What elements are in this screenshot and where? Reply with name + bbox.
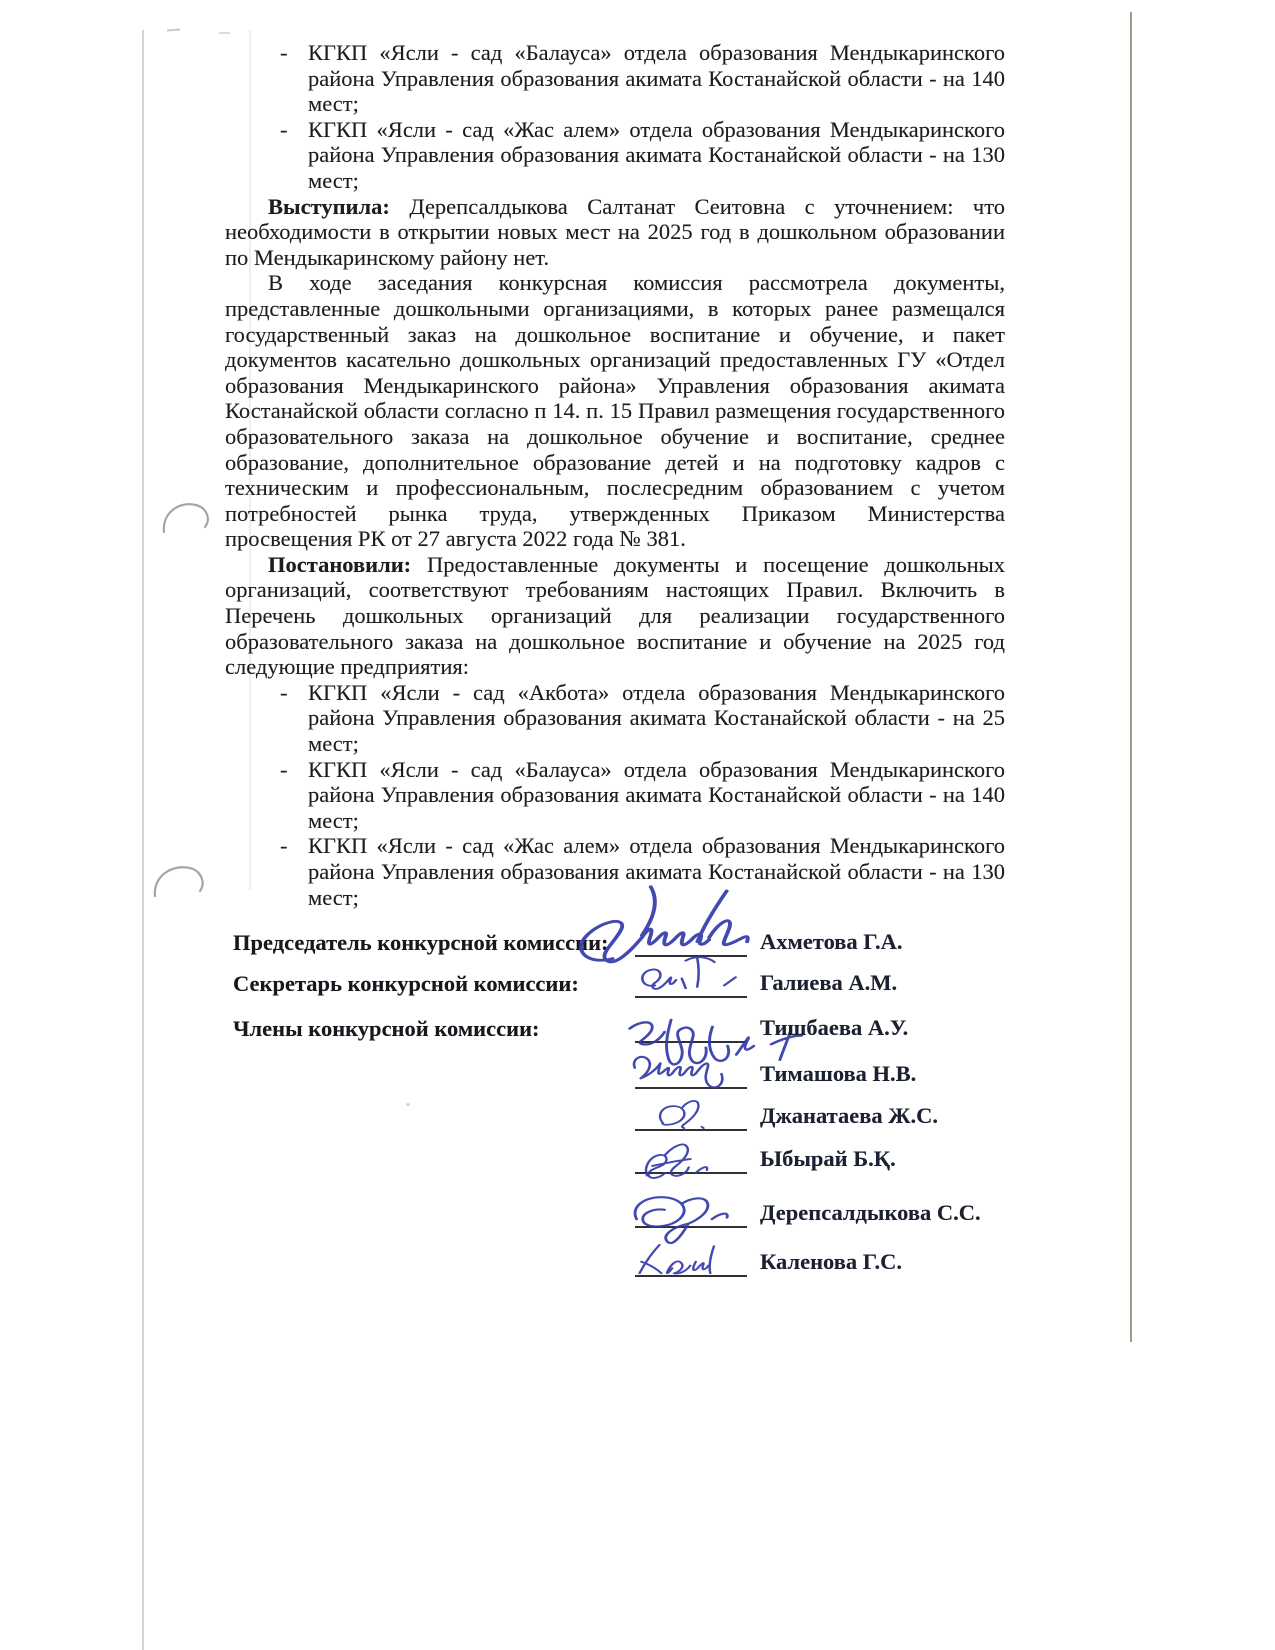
paragraph: Выступила: Дерепсалдыкова Салтанат Сеитовна с уточнением: что необходимости в открытии новых мест на 2025 год в дошкольном образовании по Мендыкаринскому району нет. bbox=[225, 193, 1005, 270]
signature-row bbox=[233, 1144, 1023, 1174]
list-item-text: КГКП «Ясли - сад «Акбота» отдела образования Мендыкаринского района Управления образования акимата Костанайской области - на 25 мест; bbox=[308, 679, 1005, 757]
list-item-text: КГКП «Ясли - сад «Жас алем» отдела образования Мендыкаринского района Управления образования акимата Костанайской области - на 130 мест; bbox=[308, 833, 1005, 910]
handwritten-signature bbox=[625, 1223, 743, 1281]
list-dash-marker: - bbox=[280, 833, 288, 859]
list-item-text: КГКП «Ясли - сад «Жас алем» отдела образования Мендыкаринского района Управления образования акимата Костанайской области - на 130 мест; bbox=[308, 116, 1005, 193]
list-dash-marker: - bbox=[280, 679, 288, 705]
signature-row bbox=[233, 1247, 1023, 1277]
document-body bbox=[225, 40, 1005, 910]
signature-role-label: Председатель конкурсной комиссии: bbox=[233, 930, 609, 955]
signatory-name: Тишбаева А.У. bbox=[760, 1015, 909, 1040]
list-dash-marker: - bbox=[280, 756, 288, 782]
signature-role-label: Секретарь конкурсной комиссии: bbox=[233, 971, 579, 996]
pen-mark-artifact bbox=[150, 860, 208, 902]
signatory-name: Каленова Г.С. bbox=[760, 1249, 903, 1274]
pen-mark-artifact bbox=[160, 496, 212, 538]
signatory-name: Джанатаева Ж.С. bbox=[760, 1103, 939, 1128]
list-item bbox=[225, 117, 1005, 194]
paragraph: Постановили: Предоставленные документы и посещение дошкольных организаций, соответствуют требованиям настоящих Правил. Включить в Перечень дошкольных организаций для реализации государственного образовательного заказа на дошкольное воспитание и обучение на 2025 год следующие предприятия: bbox=[225, 551, 1005, 680]
signature-row bbox=[233, 1059, 1023, 1089]
signature-role-label: Члены конкурсной комиссии: bbox=[233, 1016, 540, 1041]
signatory-name: Дерепсалдыкова С.С. bbox=[760, 1200, 981, 1225]
list-item bbox=[225, 40, 1005, 117]
scan-speck bbox=[167, 29, 180, 32]
scan-edge-shadow-left bbox=[142, 30, 144, 1650]
list-dash-marker: - bbox=[280, 116, 288, 142]
list-dash-marker: - bbox=[280, 40, 288, 65]
signatory-name: Ахметова Г.А. bbox=[760, 929, 903, 954]
scan-speck bbox=[219, 32, 230, 34]
paragraph: В ходе заседания конкурсная комиссия рассмотрела документы, представленные дошкольными организациями, в которых ранее размещался государственный заказ на дошкольное воспитание и обучение, и пакет документов касательно дошкольных организаций предоставленных ГУ «Отдел образования Мендыкаринского района» Управления образования акимата Костанайской области согласно п 14. п. 15 Правил размещения государственного образовательного заказа на дошкольное обучение и воспитание, среднее образование, дополнительное образование детей и на подготовку кадров с техническим и профессиональным, послесредним образованием с учетом потребностей рынка труда, утвержденных Приказом Министерства просвещения РК от 27 августа 2022 года № 381. bbox=[225, 270, 1005, 552]
signatory-name: Галиева А.М. bbox=[760, 970, 898, 995]
paragraph-lead: Выступила: bbox=[268, 193, 390, 219]
list-item bbox=[225, 757, 1005, 834]
scan-edge-line-right bbox=[1130, 12, 1132, 1342]
list-item-text: КГКП «Ясли - сад «Балауса» отдела образования Мендыкаринского района Управления образования акимата Костанайской области - на 140 мест; bbox=[308, 40, 1005, 117]
paragraph-lead: Постановили: bbox=[268, 551, 412, 577]
signatory-name: Тимашова Н.В. bbox=[760, 1061, 917, 1086]
list-item-text: КГКП «Ясли - сад «Балауса» отдела образования Мендыкаринского района Управления образования акимата Костанайской области - на 140 мест; bbox=[308, 756, 1005, 833]
signatory-name: Ыбырай Б.Қ. bbox=[760, 1146, 896, 1171]
list-item bbox=[225, 680, 1005, 757]
